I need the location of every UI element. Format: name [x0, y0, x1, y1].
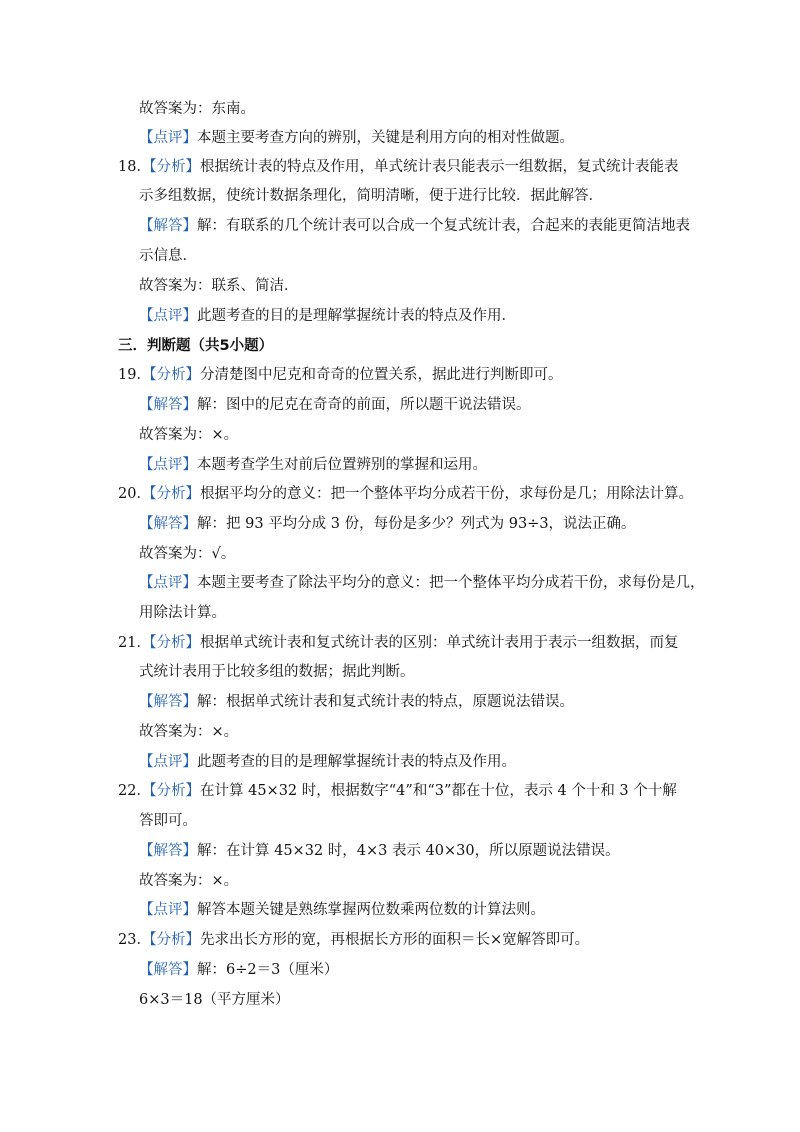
review-tag: 【点评】	[139, 130, 197, 146]
question-number: 19．	[118, 367, 151, 383]
q19-answer: 故答案为：×。	[139, 427, 239, 443]
analysis-tag: 【分析】	[142, 783, 200, 799]
q22-analysis-cont: 答即可。	[139, 813, 197, 829]
q22-answer: 故答案为：×。	[139, 873, 239, 889]
q22-review: 【点评】解答本题关键是熟练掌握两位数乘两位数的计算法则。	[139, 902, 545, 918]
section-heading: 三．判断题（共5小题）	[118, 338, 274, 354]
q21-answer: 故答案为：×。	[139, 724, 239, 740]
solution-tag: 【解答】	[139, 843, 197, 859]
review-tag: 【点评】	[139, 308, 197, 324]
q21-analysis: 21．【分析】根据单式统计表和复式统计表的区别：单式统计表用于表示一组数据，而复	[118, 635, 679, 651]
q18-analysis-cont: 示多组数据，使统计数据条理化，简明清晰，便于进行比较．据此解答．	[139, 188, 603, 204]
analysis-tag: 【分析】	[142, 486, 200, 502]
q19-review: 【点评】本题考查学生对前后位置辨别的掌握和运用。	[139, 457, 487, 473]
q21-review: 【点评】此题考查的目的是理解掌握统计表的特点及作用。	[139, 754, 516, 770]
solution-tag: 【解答】	[139, 218, 197, 234]
review-tag: 【点评】	[139, 754, 197, 770]
q22-analysis: 22．【分析】在计算 45×32 时，根据数字“4”和“3”都在十位，表示 4 个十和 3 个十解	[118, 783, 677, 799]
q23-calculation: 6×3＝18（平方厘米）	[139, 992, 290, 1008]
q18-solution-cont: 示信息．	[139, 248, 197, 264]
q19-solution: 【解答】解：图中的尼克在奇奇的前面，所以题干说法错误。	[139, 397, 531, 413]
q22-solution: 【解答】解：在计算 45×32 时，4×3 表示 40×30，所以原题说法错误。	[139, 843, 620, 859]
solution-tag: 【解答】	[139, 694, 197, 710]
q18-solution: 【解答】解：有联系的几个统计表可以合成一个复式统计表，合起来的表能更简洁地表	[139, 218, 690, 234]
question-number: 18．	[118, 159, 151, 175]
question-number: 21．	[118, 635, 151, 651]
review-tag: 【点评】	[139, 457, 197, 473]
review-tag: 【点评】	[139, 575, 197, 591]
solution-tag: 【解答】	[139, 962, 197, 978]
question-number: 22．	[118, 783, 151, 799]
q20-review-cont: 用除法计算。	[139, 605, 226, 621]
answer-line: 故答案为：东南。	[139, 101, 255, 117]
q20-solution: 【解答】解：把 93 平均分成 3 份，每份是多少？列式为 93÷3，说法正确。	[139, 516, 636, 532]
q18-answer: 故答案为：联系、简洁．	[139, 278, 299, 294]
q18-review: 【点评】此题考查的目的是理解掌握统计表的特点及作用．	[139, 308, 516, 324]
analysis-tag: 【分析】	[142, 367, 200, 383]
question-number: 23．	[118, 932, 151, 948]
question-number: 20．	[118, 486, 151, 502]
q20-answer: 故答案为：√。	[139, 546, 236, 562]
analysis-tag: 【分析】	[142, 159, 200, 175]
q23-analysis: 23．【分析】先求出长方形的宽，再根据长方形的面积＝长×宽解答即可。	[118, 932, 590, 948]
q20-review: 【点评】本题主要考查了除法平均分的意义：把一个整体平均分成若干份，求每份是几，	[139, 575, 705, 591]
q23-solution: 【解答】解：6÷2＝3（厘米）	[139, 962, 339, 978]
q21-solution: 【解答】解：根据单式统计表和复式统计表的特点，原题说法错误。	[139, 694, 574, 710]
solution-tag: 【解答】	[139, 516, 197, 532]
q18-analysis: 18．【分析】根据统计表的特点及作用，单式统计表只能表示一组数据，复式统计表能表	[118, 159, 679, 175]
q21-analysis-cont: 式统计表用于比较多组的数据；据此判断。	[139, 664, 415, 680]
review-tag: 【点评】	[139, 902, 197, 918]
q20-analysis: 20．【分析】根据平均分的意义：把一个整体平均分成若干份，求每份是几；用除法计算。	[118, 486, 693, 502]
solution-tag: 【解答】	[139, 397, 197, 413]
review-line: 【点评】本题主要考查方向的辨别，关键是利用方向的相对性做题。	[139, 130, 574, 146]
analysis-tag: 【分析】	[142, 635, 200, 651]
q19-analysis: 19．【分析】分清楚图中尼克和奇奇的位置关系，据此进行判断即可。	[118, 367, 563, 383]
analysis-tag: 【分析】	[142, 932, 200, 948]
